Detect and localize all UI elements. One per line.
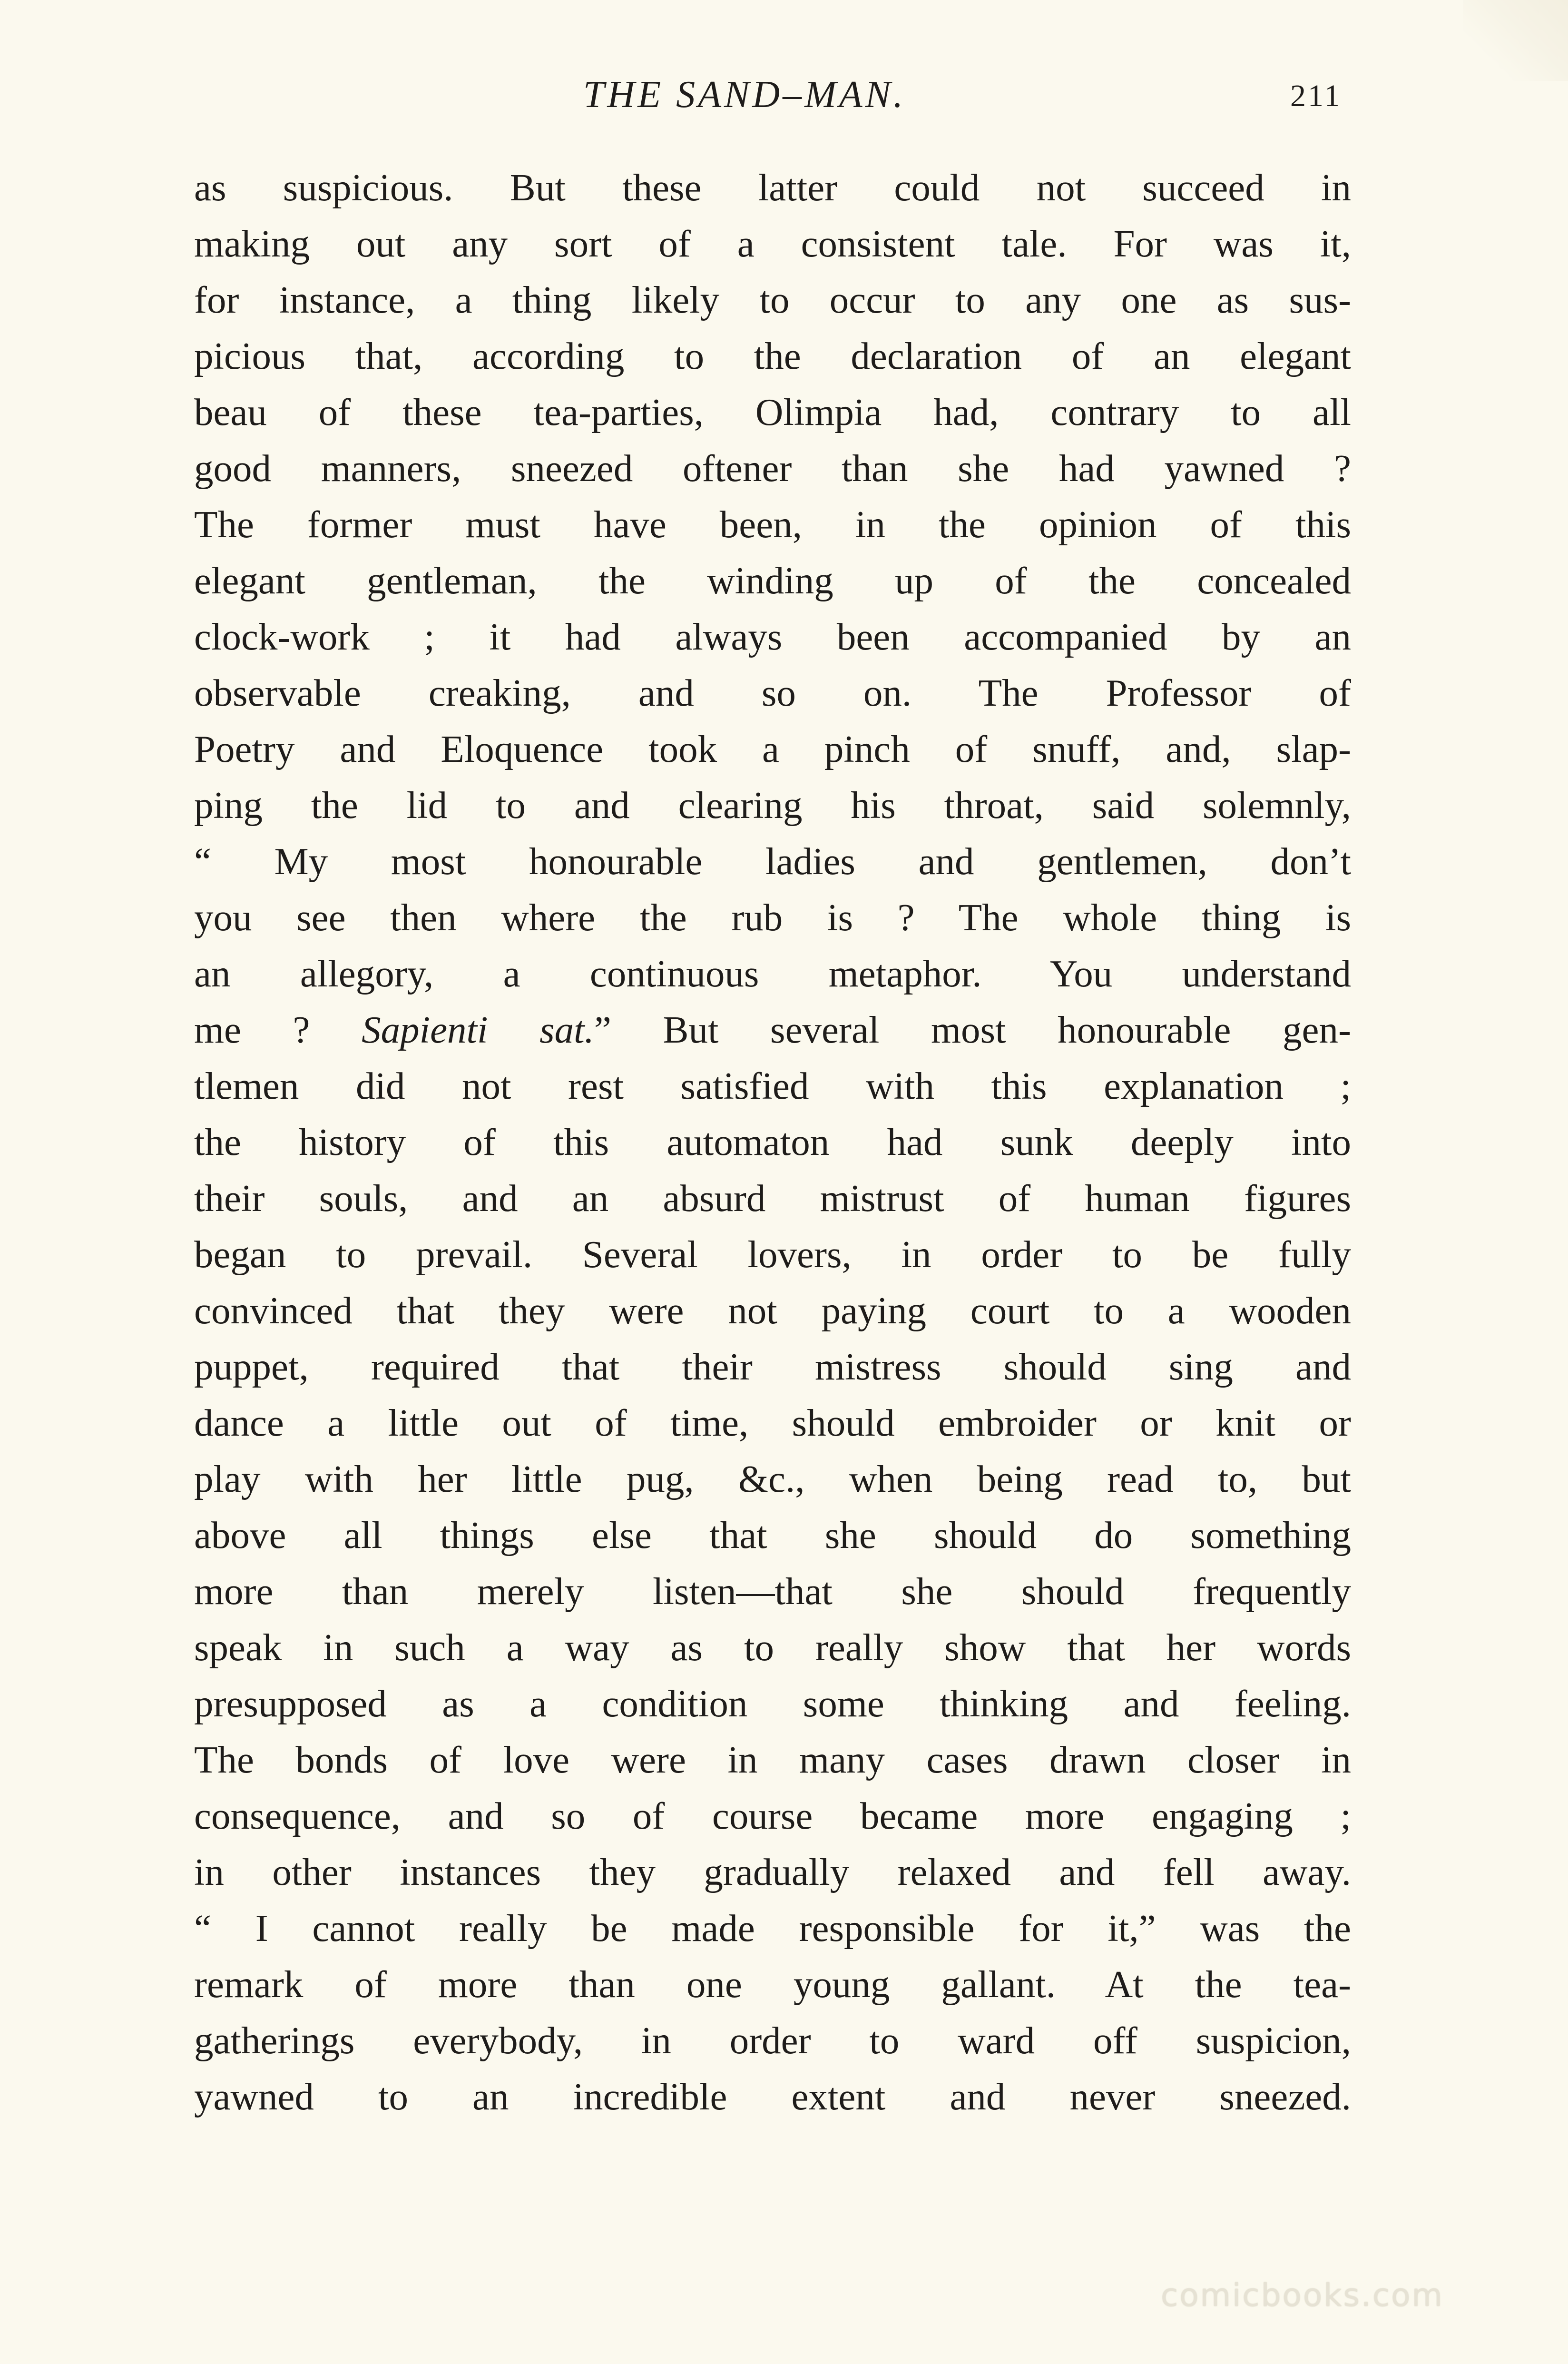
- text-line: good manners, sneezed oftener than she had yawned ?: [194, 447, 1351, 490]
- text-line: making out any sort of a consistent tale. For was it,: [194, 222, 1351, 265]
- running-head: [0, 71, 1568, 124]
- text-line: consequence, and so of course became more engaging ;: [194, 1794, 1351, 1837]
- text-line: clock-work ; it had always been accompanied by an: [194, 615, 1351, 658]
- text-line: play with her little pug, &c., when being read to, but: [194, 1458, 1351, 1500]
- text-line: the history of this automaton had sunk deeply into: [194, 1121, 1351, 1163]
- text-line: above all things else that she should do something: [194, 1514, 1351, 1556]
- text-line: convinced that they were not paying court to a wooden: [194, 1289, 1351, 1332]
- text-line: began to prevail. Several lovers, in order to be fully: [194, 1233, 1351, 1276]
- text-line: their souls, and an absurd mistrust of human figures: [194, 1177, 1351, 1220]
- text-line: “ I cannot really be made responsible for it,” was the: [194, 1907, 1351, 1950]
- text-line: yawned to an incredible extent and never sneezed.: [194, 2075, 1351, 2118]
- text-line: puppet, required that their mistress should sing and: [194, 1345, 1351, 1388]
- page-corner-shadow: [1463, 0, 1568, 81]
- body-text: [194, 159, 1351, 2125]
- text-line: as suspicious. But these latter could not succeed in: [194, 166, 1351, 209]
- text-segment: ” But several most honourable gen-: [594, 1008, 1351, 1051]
- text-line: Poetry and Eloquence took a pinch of snuff, and, slap-: [194, 728, 1351, 770]
- text-line: ping the lid to and clearing his throat, said solemnly,: [194, 784, 1351, 827]
- text-line: picious that, according to the declaration of an elegant: [194, 335, 1351, 377]
- text-segment: me ?: [194, 1008, 362, 1051]
- text-line: gatherings everybody, in order to ward off suspicion,: [194, 2019, 1351, 2062]
- watermark: comicbooks.com: [1161, 2277, 1444, 2314]
- latin-phrase: Sapienti sat.: [362, 1008, 594, 1051]
- text-line: beau of these tea-parties, Olimpia had, contrary to all: [194, 391, 1351, 433]
- text-line: The bonds of love were in many cases drawn closer in: [194, 1738, 1351, 1781]
- running-head-title: THE SAND–MAN.: [583, 74, 906, 116]
- text-line: presupposed as a condition some thinking and feeling.: [194, 1682, 1351, 1725]
- text-line: “ My most honourable ladies and gentlemen, don’t: [194, 840, 1351, 883]
- text-line: an allegory, a continuous metaphor. You understand: [194, 952, 1351, 995]
- text-line: tlemen did not rest satisfied with this explanation ;: [194, 1064, 1351, 1107]
- text-line: dance a little out of time, should embroider or knit or: [194, 1401, 1351, 1444]
- text-line: elegant gentleman, the winding up of the concealed: [194, 559, 1351, 602]
- page-number: 211: [1290, 79, 1342, 113]
- text-line-with-italic: [194, 1002, 1351, 1058]
- text-line: for instance, a thing likely to occur to any one as sus-: [194, 278, 1351, 321]
- text-line: The former must have been, in the opinion of this: [194, 503, 1351, 546]
- text-line: you see then where the rub is ? The whole thing is: [194, 896, 1351, 939]
- text-line: in other instances they gradually relaxed and fell away.: [194, 1851, 1351, 1893]
- text-line: observable creaking, and so on. The Professor of: [194, 671, 1351, 714]
- text-line: speak in such a way as to really show that her words: [194, 1626, 1351, 1669]
- text-line: more than merely listen—that she should frequently: [194, 1570, 1351, 1613]
- text-line: remark of more than one young gallant. At the tea-: [194, 1963, 1351, 2006]
